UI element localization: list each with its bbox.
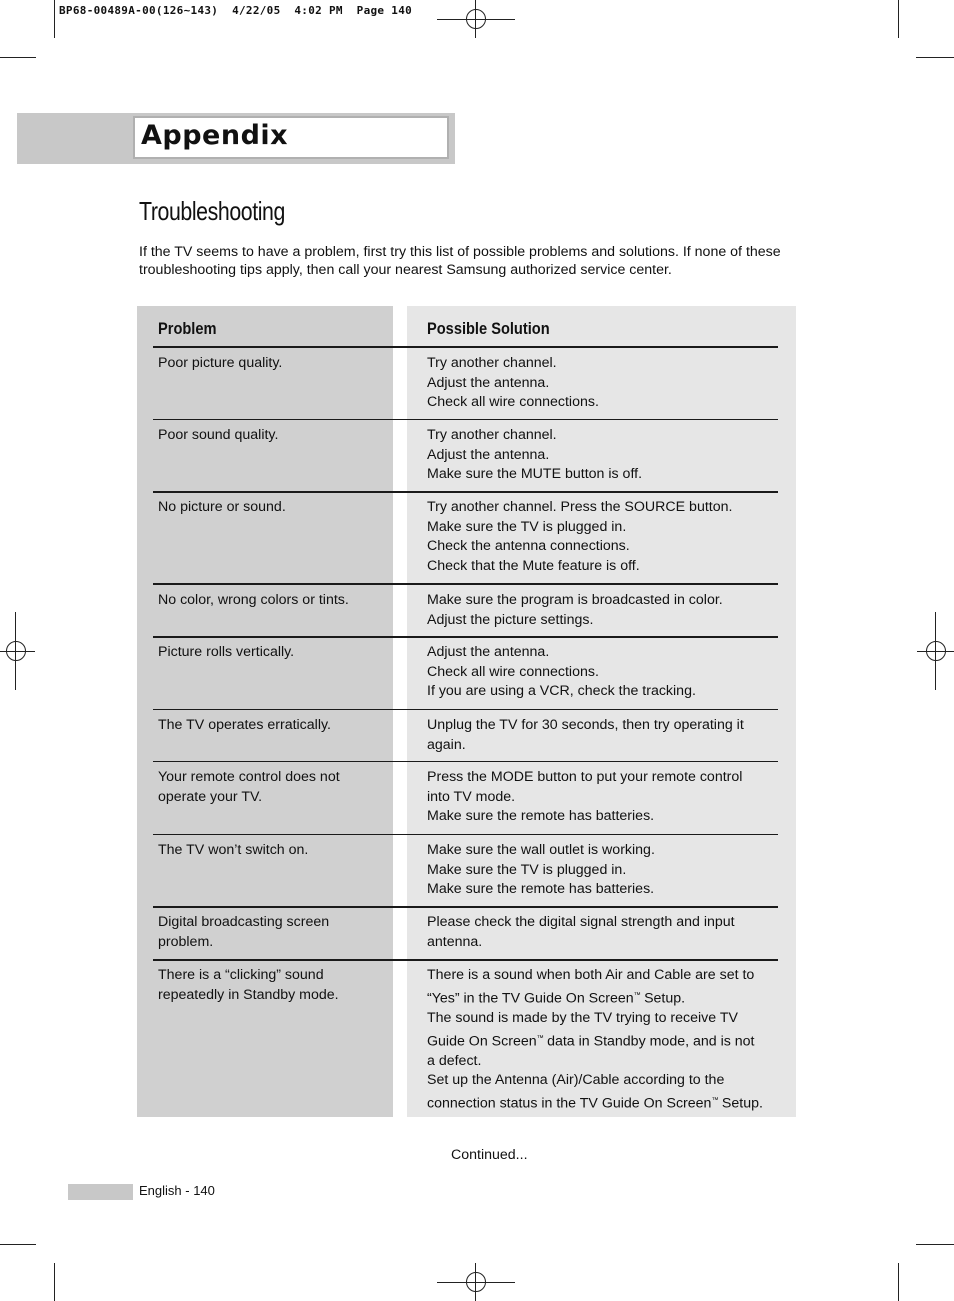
solution-line: If you are using a VCR, check the tracking.: [427, 683, 696, 700]
chapter-title-box: [133, 116, 449, 159]
crop-mark: [54, 1263, 55, 1301]
solution-line: connection status in the TV Guide On Screen™ Setup.: [427, 1095, 763, 1112]
problem-cell: [158, 498, 388, 518]
crop-mark: [916, 57, 954, 58]
problem-line: Your remote control does not: [158, 769, 340, 785]
section-title: Troubleshooting: [139, 196, 285, 226]
crop-mark: [0, 57, 36, 58]
solution-line: a defect.: [427, 1052, 482, 1069]
problem-line: There is a “clicking” sound: [158, 967, 324, 983]
problem-cell: [158, 716, 388, 736]
registration-mark-right: [917, 632, 954, 670]
solution-line: Adjust the antenna.: [427, 446, 550, 463]
solution-line: Check that the Mute feature is off.: [427, 557, 640, 574]
solution-line: Make sure the wall outlet is working.: [427, 842, 655, 858]
solution-cell: [427, 498, 787, 576]
registration-mark-bottom: [457, 1263, 495, 1301]
solution-cell: [427, 643, 787, 702]
problem-line: problem.: [158, 933, 214, 950]
problem-line: Picture rolls vertically.: [158, 644, 295, 660]
row-separator: [153, 761, 778, 762]
chapter-title: Appendix: [141, 120, 289, 151]
solution-line: Check all wire connections.: [427, 663, 599, 680]
problem-line: Poor sound quality.: [158, 427, 279, 443]
problem-line: The TV operates erratically.: [158, 717, 331, 733]
solution-line: Check all wire connections.: [427, 394, 599, 411]
solution-line: “Yes” in the TV Guide On Screen™ Setup.: [427, 990, 686, 1007]
problem-line: repeatedly in Standby mode.: [158, 986, 339, 1003]
solution-line: Make sure the remote has batteries.: [427, 808, 655, 825]
solution-line: antenna.: [427, 933, 483, 950]
crop-mark: [54, 0, 55, 38]
solution-cell: [427, 426, 787, 485]
solution-cell: [427, 768, 787, 827]
row-separator: [153, 959, 778, 961]
registration-mark-left: [0, 632, 35, 670]
solution-line: Try another channel.: [427, 355, 557, 371]
solution-line: There is a sound when both Air and Cable are set to: [427, 967, 755, 983]
solution-line: Make sure the MUTE button is off.: [427, 466, 643, 483]
crop-mark: [898, 0, 899, 38]
solution-cell: [427, 354, 787, 413]
problem-line: Poor picture quality.: [158, 355, 283, 371]
registration-mark-top: [457, 0, 495, 38]
intro-line: If the TV seems to have a problem, first try this list of possible problems and solutions. If none of these: [139, 244, 781, 260]
solution-line: Make sure the TV is plugged in.: [427, 518, 627, 535]
problem-cell: [158, 354, 388, 374]
solution-line: Guide On Screen™ data in Standby mode, and is not: [427, 1033, 755, 1050]
solution-line: Make sure the remote has batteries.: [427, 881, 655, 898]
solution-line: into TV mode.: [427, 788, 516, 805]
problem-cell: [158, 768, 388, 807]
solution-line: Press the MODE button to put your remote control: [427, 769, 743, 785]
solution-line: Unplug the TV for 30 seconds, then try operating it: [427, 717, 744, 733]
crop-mark: [0, 1244, 36, 1245]
solution-header: Possible Solution: [427, 319, 550, 338]
problem-line: No color, wrong colors or tints.: [158, 592, 349, 608]
solution-line: again.: [427, 736, 466, 753]
problem-cell: [158, 966, 388, 1005]
solution-line: Adjust the picture settings.: [427, 611, 594, 628]
continued-note: Continued...: [451, 1147, 528, 1163]
solution-line: Make sure the TV is plugged in.: [427, 861, 627, 878]
row-separator: [153, 906, 778, 908]
trademark-symbol: ™: [633, 991, 641, 999]
footer-bar: [68, 1184, 133, 1200]
solution-line: Try another channel.: [427, 427, 557, 443]
row-separator: [153, 346, 778, 348]
problem-cell: [158, 841, 388, 861]
row-separator: [153, 709, 778, 710]
problem-cell: [158, 591, 388, 611]
crop-mark: [898, 1263, 899, 1301]
problem-line: operate your TV.: [158, 788, 263, 805]
row-separator: [153, 636, 778, 638]
solution-line: The sound is made by the TV trying to receive TV: [427, 1009, 738, 1026]
solution-line: Try another channel. Press the SOURCE button.: [427, 499, 733, 515]
problem-cell: [158, 426, 388, 446]
solution-cell: [427, 841, 787, 900]
trademark-symbol: ™: [711, 1097, 718, 1105]
row-separator: [153, 834, 778, 835]
solution-line: Make sure the program is broadcasted in color.: [427, 592, 723, 608]
problem-line: Digital broadcasting screen: [158, 914, 330, 930]
page-number: English - 140: [139, 1183, 215, 1198]
solution-line: Adjust the antenna.: [427, 374, 550, 391]
crop-mark: [916, 1244, 954, 1245]
solution-cell: [427, 966, 787, 1114]
problem-line: No picture or sound.: [158, 499, 286, 515]
row-separator: [153, 491, 778, 493]
intro-line: troubleshooting tips apply, then call your nearest Samsung authorized service center.: [139, 262, 672, 278]
solution-line: Set up the Antenna (Air)/Cable according to the: [427, 1072, 725, 1089]
solution-line: Check the antenna connections.: [427, 538, 630, 555]
solution-cell: [427, 591, 787, 630]
row-separator: [153, 583, 778, 585]
solution-cell: [427, 716, 787, 755]
solution-line: Please check the digital signal strength and input: [427, 914, 735, 930]
problem-header: Problem: [158, 319, 217, 338]
solution-cell: [427, 913, 787, 952]
trademark-symbol: ™: [536, 1034, 544, 1042]
problem-cell: [158, 643, 388, 663]
print-slug: BP68-00489A-00(126~143) 4/22/05 4:02 PM Page 140: [59, 4, 413, 17]
row-separator: [153, 419, 778, 420]
problem-cell: [158, 913, 388, 952]
solution-line: Adjust the antenna.: [427, 644, 550, 660]
intro-paragraph: [139, 243, 799, 279]
problem-line: The TV won’t switch on.: [158, 842, 309, 858]
